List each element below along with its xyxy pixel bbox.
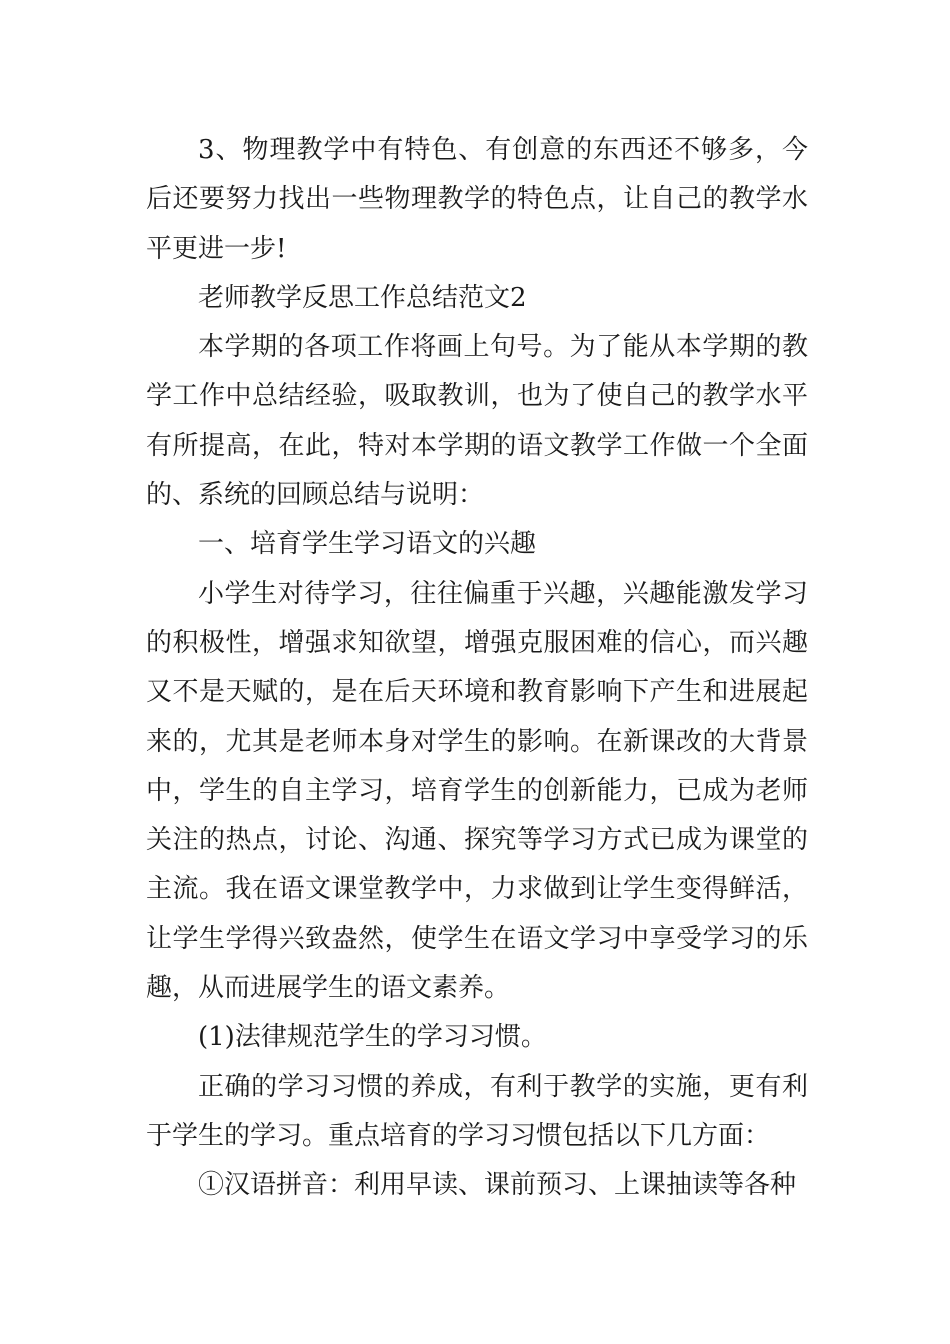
paragraph-interest: 小学生对待学习，往往偏重于兴趣，兴趣能激发学习的积极性，增强求知欲望，增强克服困难的信心，而兴趣又不是天赋的，是在后天环境和教育影响下产生和进展起来的，尤其是老师本身对学生的影响。在新课改的大背景中，学生的自主学习，培育学生的创新能力，已成为老师关注的热点，讨论、沟通、探究等学习方式已成为课堂的主流。我在语文课堂教学中，力求做到让学生变得鲜活，让学生学得兴致盎然，使学生在语文学习中享受学习的乐趣，从而进展学生的语文素养。 [146, 578, 808, 1004]
document-body [146, 126, 808, 1211]
section-title-summary-2: 老师教学反思工作总结范文2 [198, 282, 527, 313]
paragraph-habits: 正确的学习习惯的养成，有利于教学的实施，更有利于学生的学习。重点培育的学习习惯包括以下几方面： [146, 1071, 808, 1151]
section-heading-interest: 一、培育学生学习语文的兴趣 [198, 529, 537, 560]
paragraph-physics-note: 3、物理教学中有特色、有创意的东西还不够多，今后还要努力找出一些物理教学的特色点，让自己的教学水平更进一步! [146, 135, 808, 264]
paragraph-pinyin: ①汉语拼音：利用早读、课前预习、上课抽读等各种 [198, 1170, 797, 1201]
subheading-habits: (1)法律规范学生的学习习惯。 [198, 1022, 547, 1053]
paragraph-intro: 本学期的各项工作将画上句号。为了能从本学期的教学工作中总结经验，吸取教训，也为了使自己的教学水平有所提高，在此，特对本学期的语文教学工作做一个全面的、系统的回顾总结与说明： [146, 332, 808, 511]
